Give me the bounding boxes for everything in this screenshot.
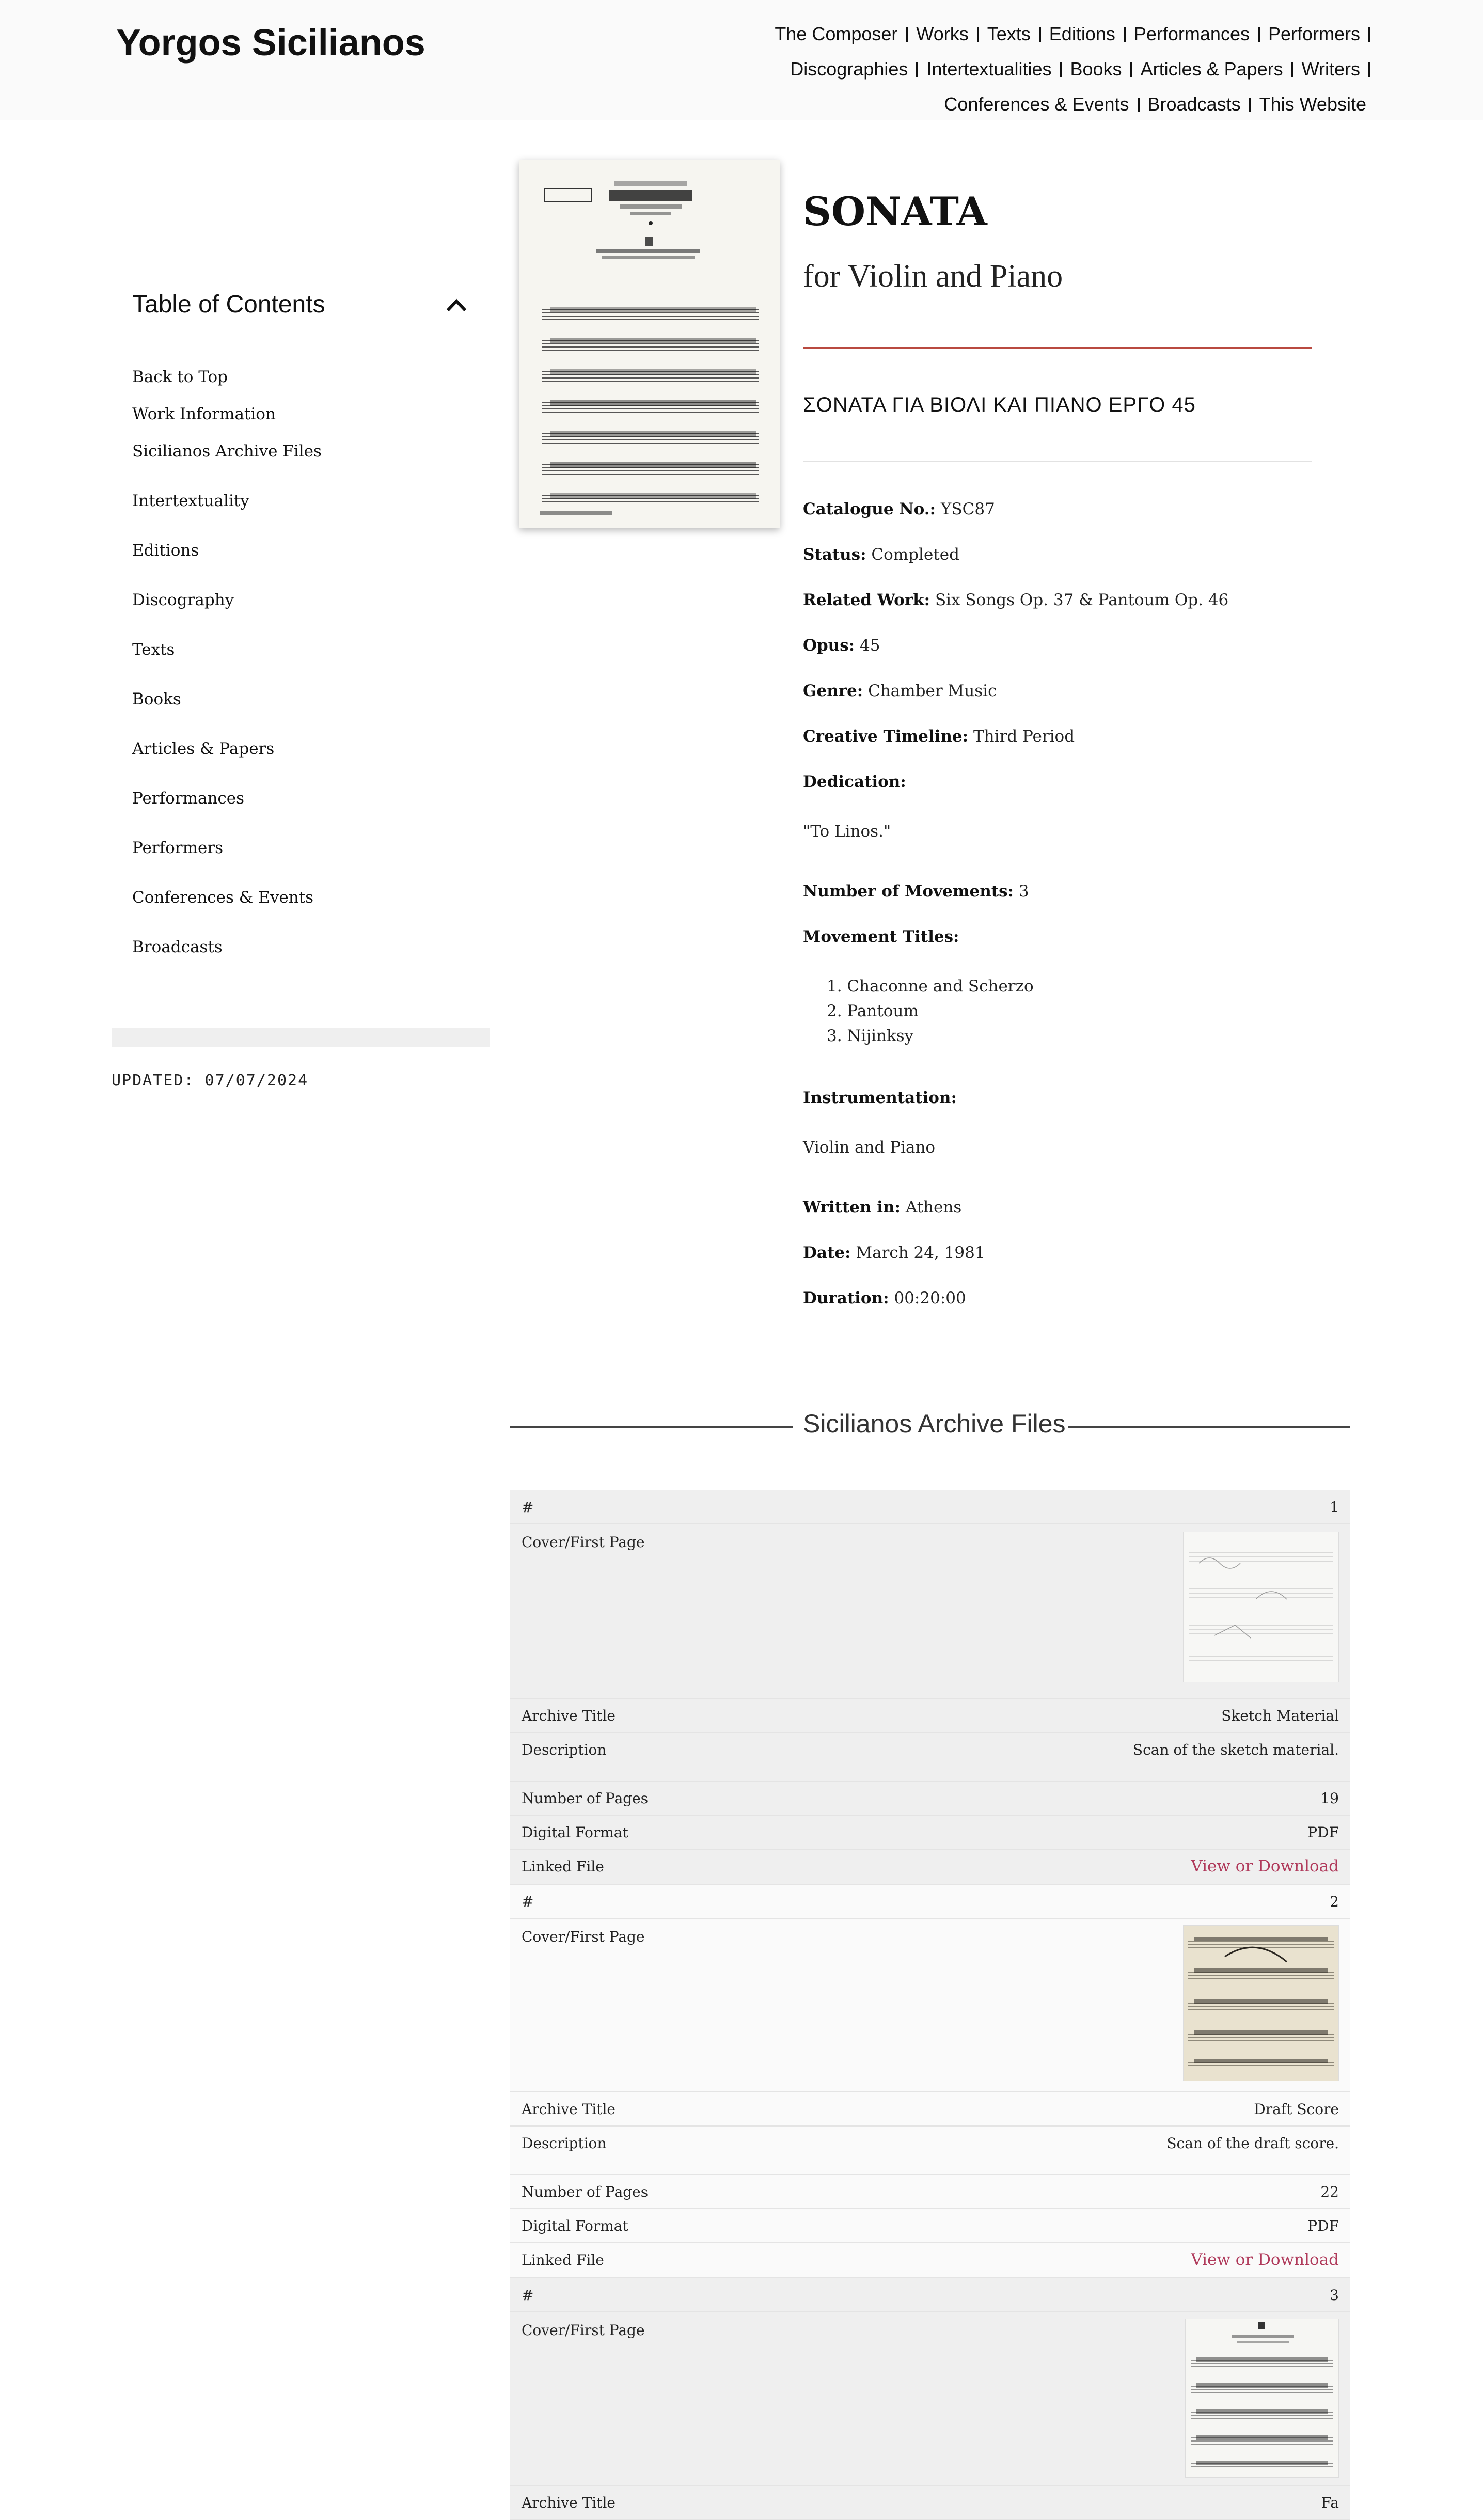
movement-item: 3. Nijinksy [827,1027,914,1045]
related-work-field [803,591,1228,609]
field-label: Opus: [803,636,855,655]
field-value[interactable]: Third Period [973,727,1075,746]
field-label: Status: [803,545,866,564]
nav-separator [1060,62,1062,77]
title-divider [803,347,1312,349]
nav-item-performances[interactable]: Performances [1133,23,1250,44]
site-header [0,0,1483,120]
field-label: Number of Movements: [803,882,1014,901]
field-label: Duration: [803,1289,889,1308]
archive-row-description [510,2127,1350,2175]
archive-row-number [510,2278,1350,2312]
archive-row-description [510,1733,1350,1782]
toc-item-conferences-events[interactable]: Conferences & Events [132,888,314,907]
field-value: YSC87 [940,500,995,518]
nav-separator [1138,98,1140,112]
archive-table [510,1490,1350,2520]
row-label: Linked File [522,2251,604,2269]
genre-field [803,682,997,700]
row-value: 22 [1320,2183,1339,2200]
duration-field [803,1289,966,1308]
archive-row-cover [510,2312,1350,2486]
archive-row-format [510,2209,1350,2243]
nav-item-works[interactable]: Works [916,23,969,44]
row-label: Cover/First Page [522,1534,645,1551]
archive-row-cover [510,1524,1350,1699]
status-field [803,545,959,564]
nav-item-writers[interactable]: Writers [1301,58,1360,80]
toc-title: Table of Contents [132,291,325,318]
toc-item-discography[interactable]: Discography [132,591,234,609]
field-label: Movement Titles: [803,927,959,946]
nav-item-editions[interactable]: Editions [1049,23,1115,44]
row-value: Scan of the sketch material. [1132,1741,1339,1758]
field-label: Written in: [803,1198,901,1217]
info-divider [803,461,1312,462]
movement-item: 2. Pantoum [827,1002,919,1020]
score-cover-image[interactable] [519,160,780,528]
field-label: Creative Timeline: [803,727,969,746]
chevron-up-icon[interactable] [445,297,468,312]
archive-row-pages [510,2175,1350,2209]
nav-item-performers[interactable]: Performers [1268,23,1360,44]
toc-item-work-information[interactable]: Work Information [132,405,276,423]
row-label: Description [522,2135,607,2152]
toc-item-articles-papers[interactable]: Articles & Papers [132,739,275,758]
row-label: Cover/First Page [522,1928,645,1945]
nav-separator [1258,27,1260,42]
archive-row-title [510,2092,1350,2127]
row-value: Scan of the draft score. [1166,2135,1339,2152]
written-in-field [803,1198,961,1217]
work-subtitle: for Violin and Piano [803,259,1063,294]
row-label: Archive Title [522,2494,616,2511]
toc-item-performances[interactable]: Performances [132,789,245,808]
archive-section-title: Sicilianos Archive Files [803,1409,1066,1438]
movement-item: 1. Chaconne and Scherzo [827,977,1034,996]
nav-separator [1249,98,1251,112]
row-value: Sketch Material [1221,1707,1339,1724]
row-label: Digital Format [522,2217,628,2234]
toc-item-texts[interactable]: Texts [132,640,175,659]
row-value: 19 [1320,1790,1339,1807]
row-value: Draft Score [1254,2101,1339,2118]
section-rule-left [510,1426,793,1428]
row-label: Linked File [522,1858,604,1875]
archive-thumbnail[interactable] [1183,1925,1339,2081]
row-value: PDF [1307,1824,1339,1841]
nav-separator [977,27,979,42]
nav-separator [1368,62,1370,77]
nav-separator [1124,27,1126,42]
row-label: # [522,2287,534,2304]
field-label: Instrumentation: [803,1089,957,1107]
row-label: Number of Pages [522,1790,649,1807]
field-value: 45 [859,636,880,655]
view-download-link[interactable]: View or Download [1191,2250,1339,2269]
row-value: PDF [1307,2217,1339,2234]
updated-date: UPDATED: 07/07/2024 [112,1072,309,1090]
field-value[interactable]: Chamber Music [868,682,997,700]
row-label: Description [522,1741,607,1758]
movements-count-field [803,882,1029,901]
toc-item-intertextuality[interactable]: Intertextuality [132,492,249,510]
field-label: Dedication: [803,773,906,791]
row-value: 2 [1330,1893,1339,1910]
row-label: # [522,1893,534,1910]
archive-thumbnail[interactable] [1185,2319,1339,2478]
archive-thumbnail[interactable] [1183,1532,1339,1682]
archive-row-number [510,1490,1350,1524]
nav-separator [906,27,908,42]
instrumentation-label [803,1089,957,1107]
dedication-text: "To Linos." [803,822,891,841]
row-label: Number of Pages [522,2183,649,2200]
field-label: Catalogue No.: [803,500,936,518]
nav-item-composer[interactable]: The Composer [775,23,898,44]
nav-separator [1130,62,1132,77]
archive-row-title [510,1699,1350,1733]
field-value[interactable]: Six Songs Op. 37 & Pantoum Op. 46 [935,591,1229,609]
nav-item-books[interactable]: Books [1070,58,1122,80]
toc-item-books[interactable]: Books [132,690,181,708]
row-label: Archive Title [522,2101,616,2118]
nav-item-conferences[interactable]: Conferences & Events [944,93,1129,115]
date-field [803,1243,985,1262]
archive-row-title [510,2486,1350,2520]
main-nav [707,17,1379,122]
archive-row-linked [510,1850,1350,1885]
archive-row-linked [510,2243,1350,2278]
field-value: Completed [871,545,959,564]
row-label: Cover/First Page [522,2322,645,2339]
row-value: Fa [1321,2494,1339,2511]
nav-separator [1368,27,1370,42]
row-label: Digital Format [522,1824,628,1841]
toc-item-performers[interactable]: Performers [132,839,224,857]
nav-item-discographies[interactable]: Discographies [790,58,908,80]
row-value: 1 [1330,1499,1339,1516]
catalogue-field [803,500,995,518]
archive-row-format [510,1816,1350,1850]
instrumentation-value: Violin and Piano [803,1138,936,1157]
nav-separator [1291,62,1293,77]
toc-item-back-to-top[interactable]: Back to Top [132,368,228,386]
row-value: 3 [1330,2287,1339,2304]
field-value: 3 [1018,882,1029,901]
toc-item-editions[interactable]: Editions [132,541,199,560]
site-title[interactable]: Yorgos Sicilianos [116,22,425,64]
field-value: 00:20:00 [894,1289,966,1308]
movement-titles-label [803,927,959,946]
nav-item-articles[interactable]: Articles & Papers [1140,58,1283,80]
toc-item-archive-files[interactable]: Sicilianos Archive Files [132,442,322,461]
nav-separator [1039,27,1041,42]
field-label: Genre: [803,682,863,700]
nav-item-this-website[interactable]: This Website [1259,93,1366,115]
view-download-link[interactable]: View or Download [1191,1857,1339,1876]
field-label: Date: [803,1243,851,1262]
archive-row-pages [510,1782,1350,1816]
nav-item-intertextualities[interactable]: Intertextualities [926,58,1052,80]
nav-item-texts[interactable]: Texts [987,23,1031,44]
field-value: March 24, 1981 [856,1243,985,1262]
toc-item-broadcasts[interactable]: Broadcasts [132,938,223,956]
nav-item-broadcasts[interactable]: Broadcasts [1147,93,1241,115]
greek-title: ΣΟΝΑΤΑ ΓΙΑ ΒΙΟΛΙ ΚΑΙ ΠΙΑΝΟ ΕΡΓΟ 45 [803,393,1196,416]
timeline-field [803,727,1075,746]
row-label: # [522,1499,534,1516]
nav-separator [916,62,918,77]
sidebar-divider [112,1028,490,1047]
work-title: SONATA [803,188,987,234]
dedication-field [803,773,906,791]
field-label: Related Work: [803,591,930,609]
row-label: Archive Title [522,1707,616,1724]
archive-row-number [510,1885,1350,1919]
archive-row-cover [510,1919,1350,2092]
field-value: Athens [905,1198,962,1217]
section-rule-right [1068,1426,1350,1428]
opus-field [803,636,880,655]
